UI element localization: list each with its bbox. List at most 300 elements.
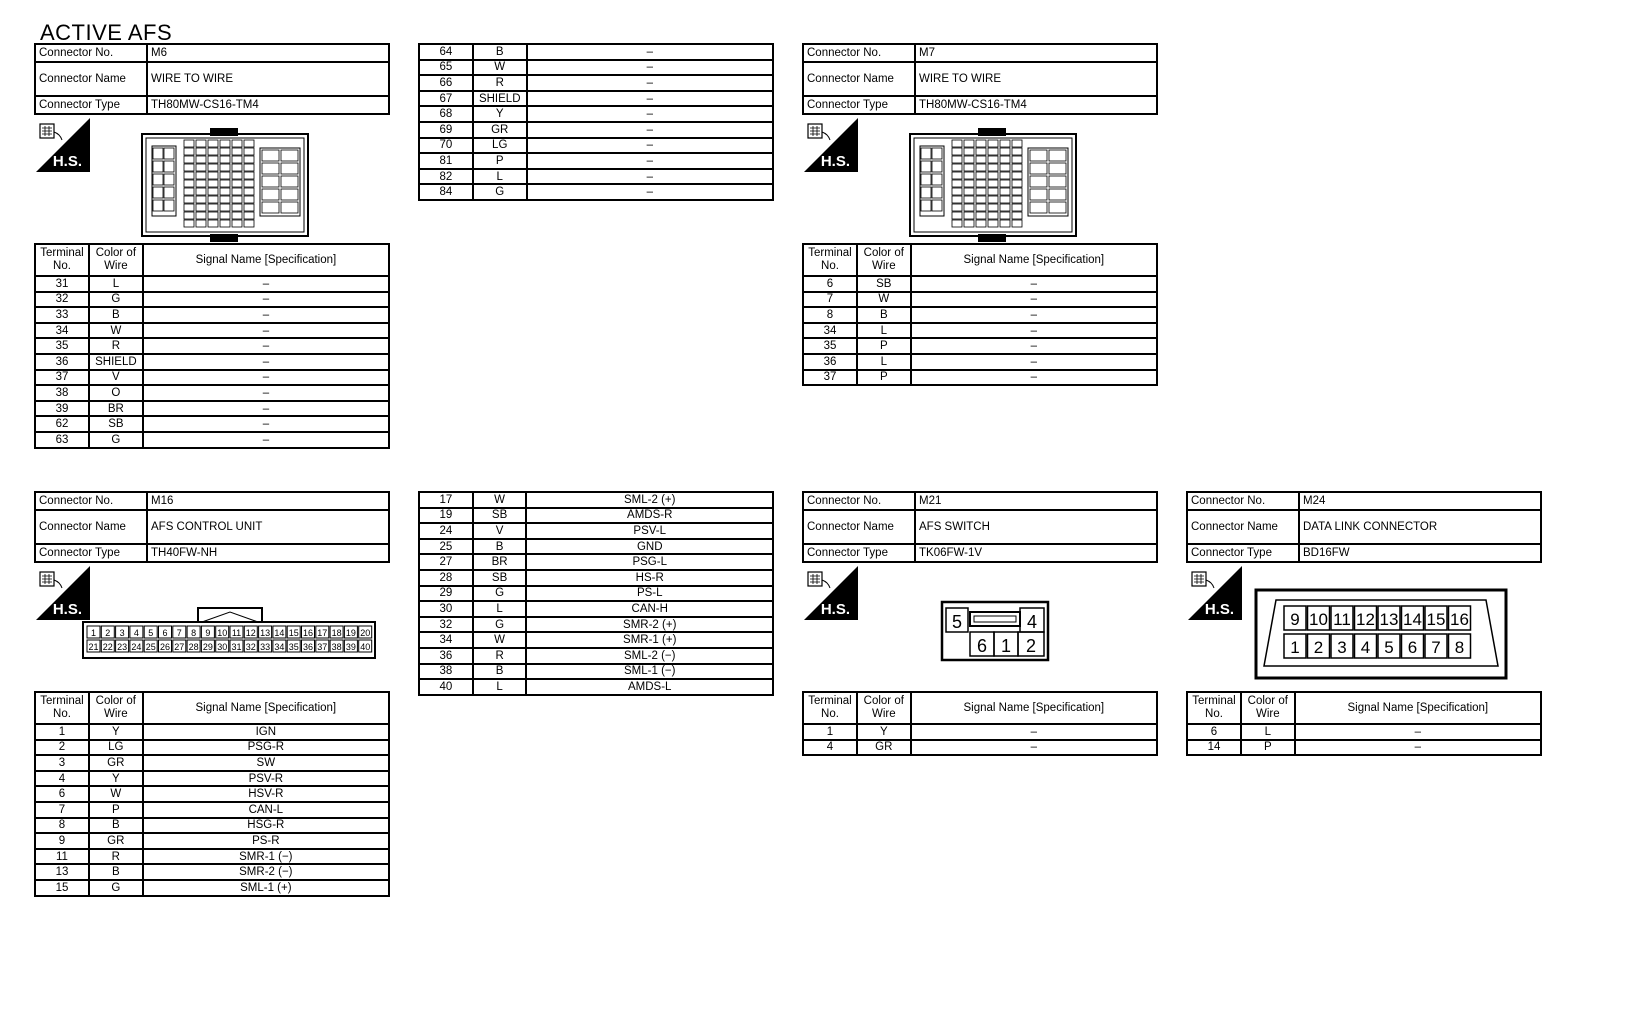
- terminal-cell: 32: [35, 292, 89, 308]
- table-row: [35, 818, 389, 834]
- table-header: [1187, 692, 1541, 724]
- signal-cell: –: [527, 75, 773, 91]
- terminal-cell: 32: [419, 617, 473, 633]
- harness-side-icon: [804, 566, 858, 620]
- terminal-cell: 34: [803, 323, 857, 339]
- pin-number: 30: [217, 642, 228, 652]
- color-cell: R: [473, 648, 527, 664]
- table-row: [803, 307, 1157, 323]
- value-connector-name: AFS CONTROL UNIT: [147, 510, 389, 544]
- signal-cell: AMDS-R: [526, 508, 773, 524]
- pin-number: 2: [1313, 638, 1324, 657]
- header-terminal-no: Terminal No.: [1187, 692, 1241, 724]
- terminal-cell: 15: [35, 880, 89, 896]
- color-cell: GR: [89, 755, 143, 771]
- color-cell: B: [473, 44, 527, 60]
- pin-number: 15: [288, 628, 299, 638]
- table-row: [35, 385, 389, 401]
- harness-side-icon: [804, 118, 858, 172]
- svg-text:H.S.: H.S.: [52, 153, 82, 170]
- signal-cell: –: [911, 370, 1157, 386]
- header-signal-name: Signal Name [Specification]: [911, 244, 1157, 276]
- signal-cell: –: [143, 432, 389, 448]
- label-connector-name: Connector Name: [803, 62, 915, 96]
- signal-cell: –: [143, 338, 389, 354]
- signal-cell: –: [143, 401, 389, 417]
- signal-cell: –: [527, 153, 773, 169]
- color-cell: R: [89, 338, 143, 354]
- signal-cell: PSV-R: [143, 771, 389, 787]
- signal-cell: HSV-R: [143, 786, 389, 802]
- pin-number: 4: [133, 628, 139, 638]
- value-connector-no: M6: [147, 44, 389, 62]
- terminal-cell: 69: [419, 122, 473, 138]
- color-cell: LG: [89, 740, 143, 756]
- color-cell: G: [473, 586, 527, 602]
- pin-number: 1: [1000, 636, 1012, 656]
- terminal-cell: 39: [35, 401, 89, 417]
- signal-cell: PSG-L: [526, 554, 773, 570]
- color-cell: Y: [89, 724, 143, 740]
- terminal-cell: 34: [35, 323, 89, 339]
- signal-cell: –: [527, 106, 773, 122]
- label-connector-no: Connector No.: [803, 492, 915, 510]
- table-row: [419, 169, 773, 185]
- signal-cell: –: [527, 60, 773, 76]
- terminal-table-m6: [34, 243, 390, 449]
- pin-number: 39: [345, 642, 356, 652]
- signal-cell: SML-2 (+): [526, 492, 773, 508]
- signal-cell: –: [143, 323, 389, 339]
- terminal-cell: 37: [803, 370, 857, 386]
- terminal-cell: 38: [35, 385, 89, 401]
- pin-number: 9: [205, 628, 211, 638]
- signal-cell: –: [911, 740, 1157, 756]
- pin-number: 12: [1356, 610, 1375, 629]
- pin-number: 19: [345, 628, 356, 638]
- color-cell: W: [473, 632, 527, 648]
- color-cell: V: [473, 523, 527, 539]
- terminal-cell: 29: [419, 586, 473, 602]
- pin-number: 10: [1309, 610, 1328, 629]
- pin-number: 4: [1360, 638, 1371, 657]
- value-connector-no: M7: [915, 44, 1157, 62]
- header-signal-name: Signal Name [Specification]: [143, 244, 389, 276]
- signal-cell: SMR-2 (−): [143, 864, 389, 880]
- terminal-cell: 35: [35, 338, 89, 354]
- header-terminal-no: Terminal No.: [803, 692, 857, 724]
- signal-cell: PS-R: [143, 833, 389, 849]
- color-cell: L: [857, 323, 911, 339]
- terminal-cell: 63: [35, 432, 89, 448]
- table-row: [35, 755, 389, 771]
- table-row: [803, 276, 1157, 292]
- pin-number: 14: [1403, 610, 1422, 629]
- pin-number: 13: [260, 628, 271, 638]
- svg-text:H.S.: H.S.: [820, 153, 850, 170]
- table-row: [35, 771, 389, 787]
- pin-number: 9: [1290, 610, 1300, 629]
- table-row: [419, 648, 773, 664]
- table-row: [35, 354, 389, 370]
- terminal-cell: 2: [35, 740, 89, 756]
- label-connector-type: Connector Type: [803, 96, 915, 114]
- color-cell: SHIELD: [473, 91, 527, 107]
- table-row: [419, 492, 773, 508]
- color-cell: W: [857, 292, 911, 308]
- pin-number: 37: [317, 642, 328, 652]
- value-connector-name: WIRE TO WIRE: [147, 62, 389, 96]
- label-connector-type: Connector Type: [1187, 544, 1299, 562]
- connector-80pin-diagram: [140, 128, 310, 248]
- connector-info-m7: [802, 43, 1158, 115]
- terminal-table-m24: [1186, 691, 1542, 756]
- color-cell: SB: [857, 276, 911, 292]
- pin-number: 2: [105, 628, 111, 638]
- color-cell: B: [89, 307, 143, 323]
- svg-text:H.S.: H.S.: [820, 601, 850, 618]
- table-row: [419, 632, 773, 648]
- table-row: [803, 354, 1157, 370]
- terminal-cell: 8: [803, 307, 857, 323]
- signal-cell: –: [143, 370, 389, 386]
- value-connector-name: WIRE TO WIRE: [915, 62, 1157, 96]
- pin-number: 1: [90, 628, 97, 638]
- table-row: [35, 724, 389, 740]
- value-connector-no: M24: [1299, 492, 1541, 510]
- color-cell: LG: [473, 138, 527, 154]
- signal-cell: AMDS-L: [526, 679, 773, 695]
- signal-cell: –: [911, 354, 1157, 370]
- terminal-cell: 24: [419, 523, 473, 539]
- color-cell: P: [857, 370, 911, 386]
- table-row: [419, 601, 773, 617]
- value-connector-type: TH80MW-CS16-TM4: [147, 96, 389, 114]
- color-cell: L: [857, 354, 911, 370]
- table-row: [35, 786, 389, 802]
- signal-cell: CAN-L: [143, 802, 389, 818]
- table-row: [419, 539, 773, 555]
- pin-number: 33: [260, 642, 271, 652]
- pin-number: 13: [1379, 610, 1399, 629]
- color-cell: B: [89, 818, 143, 834]
- color-cell: W: [473, 492, 527, 508]
- table-row: [419, 617, 773, 633]
- label-connector-type: Connector Type: [35, 96, 147, 114]
- label-connector-no: Connector No.: [803, 44, 915, 62]
- signal-cell: PSG-R: [143, 740, 389, 756]
- color-cell: Y: [89, 771, 143, 787]
- signal-cell: CAN-H: [526, 601, 773, 617]
- signal-cell: –: [911, 292, 1157, 308]
- pin-number: 21: [88, 642, 99, 652]
- signal-cell: HS-R: [526, 570, 773, 586]
- pin-number: 7: [1431, 638, 1441, 657]
- table-row: [419, 508, 773, 524]
- connector-80pin-diagram: [908, 128, 1078, 248]
- color-cell: O: [89, 385, 143, 401]
- table-row: [419, 664, 773, 680]
- terminal-cell: 14: [1187, 740, 1241, 756]
- color-cell: G: [89, 292, 143, 308]
- color-cell: P: [1241, 740, 1295, 756]
- pin-number: 16: [302, 628, 314, 638]
- color-cell: BR: [473, 554, 527, 570]
- signal-cell: –: [527, 91, 773, 107]
- value-connector-no: M16: [147, 492, 389, 510]
- terminal-cell: 6: [803, 276, 857, 292]
- pin-number: 4: [1026, 612, 1038, 632]
- table-header: [35, 244, 389, 276]
- pin-number: 15: [1426, 610, 1446, 629]
- pin-number: 5: [1384, 638, 1394, 657]
- connector-16pin-diagram: [1254, 588, 1508, 685]
- pin-number: 14: [274, 628, 285, 638]
- table-row: [35, 864, 389, 880]
- color-cell: B: [857, 307, 911, 323]
- color-cell: Y: [473, 106, 527, 122]
- color-cell: SB: [473, 508, 527, 524]
- color-cell: GR: [857, 740, 911, 756]
- signal-cell: SML-1 (+): [143, 880, 389, 896]
- signal-cell: –: [143, 416, 389, 432]
- signal-cell: –: [911, 307, 1157, 323]
- terminal-cell: 8: [35, 818, 89, 834]
- label-connector-no: Connector No.: [1187, 492, 1299, 510]
- connector-info-m24: [1186, 491, 1542, 563]
- color-cell: G: [89, 432, 143, 448]
- pin-number: 2: [1025, 636, 1037, 656]
- pin-number: 31: [231, 642, 242, 652]
- terminal-cell: 31: [35, 276, 89, 292]
- table-row: [35, 833, 389, 849]
- pin-number: 12: [245, 628, 256, 638]
- color-cell: R: [89, 849, 143, 865]
- label-connector-name: Connector Name: [803, 510, 915, 544]
- table-header: [803, 692, 1157, 724]
- pin-number: 3: [119, 628, 125, 638]
- pin-number: 8: [1454, 638, 1465, 657]
- pin-number: 5: [148, 628, 154, 638]
- terminal-cell: 28: [419, 570, 473, 586]
- terminal-cell: 62: [35, 416, 89, 432]
- table-row: [419, 153, 773, 169]
- label-connector-no: Connector No.: [35, 44, 147, 62]
- pin-number: 20: [360, 628, 371, 638]
- terminal-cell: 38: [419, 664, 473, 680]
- terminal-cell: 27: [419, 554, 473, 570]
- color-cell: L: [89, 276, 143, 292]
- terminal-cell: 84: [419, 184, 473, 200]
- value-connector-no: M21: [915, 492, 1157, 510]
- terminal-table-m16: [418, 491, 774, 696]
- signal-cell: SMR-1 (+): [526, 632, 773, 648]
- color-cell: BR: [89, 401, 143, 417]
- signal-cell: SML-1 (−): [526, 664, 773, 680]
- header-color-of-wire: Color of Wire: [1241, 692, 1295, 724]
- pin-number: 10: [217, 628, 228, 638]
- table-row: [35, 432, 389, 448]
- signal-cell: –: [527, 122, 773, 138]
- table-row: [419, 91, 773, 107]
- header-signal-name: Signal Name [Specification]: [143, 692, 389, 724]
- signal-cell: –: [1295, 740, 1541, 756]
- value-connector-type: TH80MW-CS16-TM4: [915, 96, 1157, 114]
- table-row: [35, 307, 389, 323]
- connector-6pin-diagram: [940, 600, 1050, 667]
- color-cell: GR: [89, 833, 143, 849]
- table-row: [35, 292, 389, 308]
- signal-cell: –: [1295, 724, 1541, 740]
- pin-number: 11: [1333, 610, 1351, 629]
- table-row: [35, 370, 389, 386]
- color-cell: G: [473, 184, 527, 200]
- pin-number: 35: [288, 642, 299, 652]
- svg-text:H.S.: H.S.: [1204, 601, 1234, 618]
- harness-side-icon: [36, 118, 90, 172]
- header-terminal-no: Terminal No.: [35, 244, 89, 276]
- terminal-cell: 25: [419, 539, 473, 555]
- terminal-cell: 13: [35, 864, 89, 880]
- label-connector-name: Connector Name: [1187, 510, 1299, 544]
- color-cell: Y: [857, 724, 911, 740]
- pin-number: 8: [191, 628, 197, 638]
- header-signal-name: Signal Name [Specification]: [911, 692, 1157, 724]
- signal-cell: –: [143, 292, 389, 308]
- signal-cell: HSG-R: [143, 818, 389, 834]
- pin-number: 18: [331, 628, 342, 638]
- header-color-of-wire: Color of Wire: [89, 692, 143, 724]
- terminal-cell: 68: [419, 106, 473, 122]
- table-row: [803, 370, 1157, 386]
- terminal-cell: 66: [419, 75, 473, 91]
- color-cell: B: [89, 864, 143, 880]
- terminal-cell: 37: [35, 370, 89, 386]
- pin-number: 24: [131, 642, 142, 652]
- terminal-cell: 70: [419, 138, 473, 154]
- table-row: [803, 323, 1157, 339]
- pin-number: 26: [159, 642, 171, 652]
- terminal-cell: 36: [35, 354, 89, 370]
- table-row: [419, 44, 773, 60]
- terminal-cell: 11: [35, 849, 89, 865]
- table-row: [35, 338, 389, 354]
- connector-info-m21: [802, 491, 1158, 563]
- color-cell: P: [473, 153, 527, 169]
- color-cell: G: [89, 880, 143, 896]
- label-connector-name: Connector Name: [35, 510, 147, 544]
- table-row: [35, 880, 389, 896]
- table-row: [419, 570, 773, 586]
- header-color-of-wire: Color of Wire: [857, 692, 911, 724]
- terminal-cell: 34: [419, 632, 473, 648]
- terminal-cell: 3: [35, 755, 89, 771]
- terminal-cell: 33: [35, 307, 89, 323]
- table-row: [419, 554, 773, 570]
- terminal-cell: 1: [803, 724, 857, 740]
- terminal-cell: 7: [35, 802, 89, 818]
- value-connector-name: AFS SWITCH: [915, 510, 1157, 544]
- pin-number: 27: [174, 642, 185, 652]
- terminal-cell: 65: [419, 60, 473, 76]
- table-row: [419, 679, 773, 695]
- svg-text:H.S.: H.S.: [52, 601, 82, 618]
- terminal-cell: 9: [35, 833, 89, 849]
- pin-number: 3: [1337, 638, 1347, 657]
- signal-cell: SML-2 (−): [526, 648, 773, 664]
- terminal-cell: 7: [803, 292, 857, 308]
- color-cell: W: [89, 786, 143, 802]
- color-cell: R: [473, 75, 527, 91]
- color-cell: W: [89, 323, 143, 339]
- color-cell: P: [89, 802, 143, 818]
- label-connector-no: Connector No.: [35, 492, 147, 510]
- pin-number: 40: [360, 642, 371, 652]
- terminal-cell: 19: [419, 508, 473, 524]
- color-cell: L: [1241, 724, 1295, 740]
- color-cell: SB: [89, 416, 143, 432]
- header-signal-name: Signal Name [Specification]: [1295, 692, 1541, 724]
- terminal-cell: 4: [35, 771, 89, 787]
- connector-info-m6: [34, 43, 390, 115]
- signal-cell: –: [143, 307, 389, 323]
- terminal-cell: 36: [803, 354, 857, 370]
- table-row: [35, 802, 389, 818]
- table-row: [35, 849, 389, 865]
- table-row: [803, 292, 1157, 308]
- color-cell: L: [473, 169, 527, 185]
- pin-number: 6: [162, 628, 168, 638]
- terminal-table-m16: [34, 691, 390, 897]
- signal-cell: –: [911, 276, 1157, 292]
- table-row: [419, 122, 773, 138]
- pin-number: 23: [117, 642, 128, 652]
- pin-number: 29: [202, 642, 213, 652]
- table-row: [419, 184, 773, 200]
- value-connector-name: DATA LINK CONNECTOR: [1299, 510, 1541, 544]
- value-connector-type: TK06FW-1V: [915, 544, 1157, 562]
- color-cell: V: [89, 370, 143, 386]
- label-connector-name: Connector Name: [35, 62, 147, 96]
- table-row: [419, 138, 773, 154]
- pin-number: 34: [274, 642, 285, 652]
- signal-cell: –: [143, 354, 389, 370]
- signal-cell: –: [527, 169, 773, 185]
- terminal-cell: 35: [803, 338, 857, 354]
- signal-cell: –: [911, 323, 1157, 339]
- pin-number: 28: [188, 642, 199, 652]
- table-row: [1187, 740, 1541, 756]
- color-cell: SB: [473, 570, 527, 586]
- signal-cell: –: [527, 44, 773, 60]
- signal-cell: SMR-1 (−): [143, 849, 389, 865]
- table-row: [35, 740, 389, 756]
- terminal-cell: 1: [35, 724, 89, 740]
- table-row: [35, 323, 389, 339]
- value-connector-type: BD16FW: [1299, 544, 1541, 562]
- signal-cell: –: [143, 385, 389, 401]
- color-cell: B: [473, 664, 527, 680]
- header-color-of-wire: Color of Wire: [89, 244, 143, 276]
- terminal-cell: 81: [419, 153, 473, 169]
- color-cell: L: [473, 679, 527, 695]
- page-title: ACTIVE AFS: [40, 20, 173, 45]
- table-row: [419, 75, 773, 91]
- header-color-of-wire: Color of Wire: [857, 244, 911, 276]
- color-cell: B: [473, 539, 527, 555]
- table-row: [35, 416, 389, 432]
- harness-side-icon: [1188, 566, 1242, 620]
